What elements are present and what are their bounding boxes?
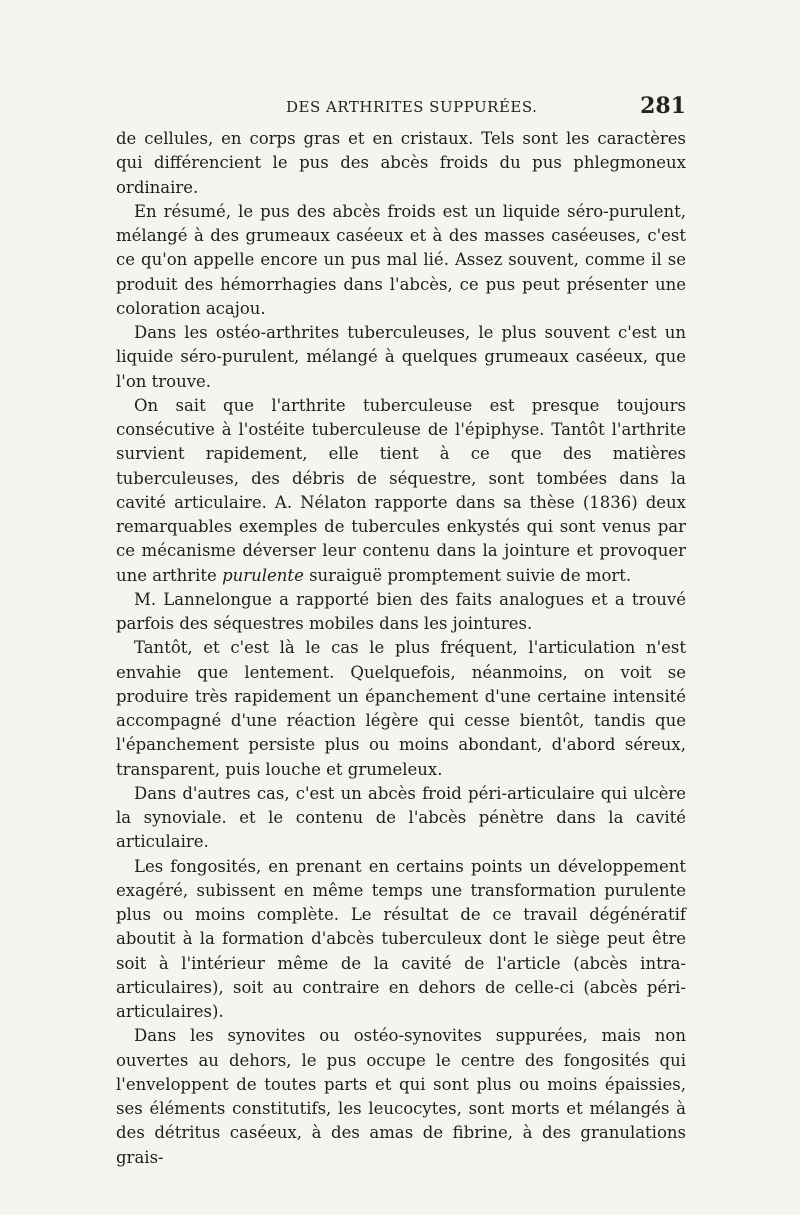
paragraph-epiphyse-text: On sait que l'arthrite tuberculeuse est presque toujours consécutive à l'ostéite tuberculeuse de l'épiphyse. Tantôt l'arthrite survient rapidement, elle tient à ce que des matières tuberculeuses, des débris de séquestre, sont tombées dans la cavité articulaire. A. Nélaton rapporte dans sa thèse (1836) deux remarquables exemples de tubercules enkystés qui sont venus par ce mécanisme déverser leur contenu dans la jointure et provoquer une arthrite: [116, 395, 686, 585]
paragraph-abces-froid: Dans d'autres cas, c'est un abcès froid péri-articulaire qui ulcère la synoviale. et le contenu de l'abcès pénètre dans la cavité articulaire.: [116, 783, 686, 852]
page-number: 281: [640, 93, 686, 119]
paragraph-summary: En résumé, le pus des abcès froids est un liquide séro-purulent, mélangé à des grumeaux caséeux et à des masses caséeuses, c'est ce qu'on appelle encore un pus mal lié. Assez souvent, comme il se produit des hémorrhagies dans l'abcès, ce pus peut présenter une coloration acajou.: [116, 201, 686, 318]
paragraph-lannelongue: M. Lannelongue a rapporté bien des faits analogues et a trouvé parfois des séquestres mobiles dans les jointures.: [116, 589, 686, 633]
paragraph-epiphyse: [116, 394, 686, 588]
paragraph-lentement: Tantôt, et c'est là le cas le plus fréquent, l'articulation n'est envahie que lentement. Quelquefois, néanmoins, on voit se produire très rapidement un épanchement d'une certaine intensité accompagné d'une réaction légère qui cesse bientôt, tandis que l'épanchement persiste plus ou moins abondant, d'abord séreux, transparent, puis louche et grumeleux.: [116, 638, 686, 779]
paragraph-synovites: Dans les synovites ou ostéo-synovites suppurées, mais non ouvertes au dehors, le pus occupe le centre des fongosités qui l'enveloppent de toutes parts et qui sont plus ou moins épaissies, ses éléments constitutifs, les leucocytes, sont morts et mélangés à des détritus caséeux, à des amas de fibrine, à des granulations grais-: [116, 1026, 686, 1167]
italic-purulente: purulente: [222, 565, 304, 585]
paragraph-epiphyse-end: suraiguë promptement suivie de mort.: [303, 565, 632, 585]
page-header: [116, 93, 686, 127]
running-title: DES ARTHRITES SUPPURÉES.: [286, 98, 538, 116]
paragraph-continuation: de cellules, en corps gras et en cristaux. Tels sont les caractères qui différencient le pus des abcès froids du pus phlegmoneux ordinaire.: [116, 129, 686, 197]
paragraph-osteo-arthrites: Dans les ostéo-arthrites tuberculeuses, le plus souvent c'est un liquide séro-purulent, mélangé à quelques grumeaux caséeux, que l'on trouve.: [116, 323, 686, 391]
paragraph-fongosites: Les fongosités, en prenant en certains points un développement exagéré, subissent en même temps une transformation purulente plus ou moins complète. Le résultat de ce travail dégénératif aboutit à la formation d'abcès tuberculeux dont le siège peut être soit à l'intérieur même de la cavité de l'article (abcès intra-articulaires), soit au contraire en dehors de celle-ci (abcès péri-articulaires).: [116, 856, 686, 1021]
body-text: [116, 127, 686, 1170]
